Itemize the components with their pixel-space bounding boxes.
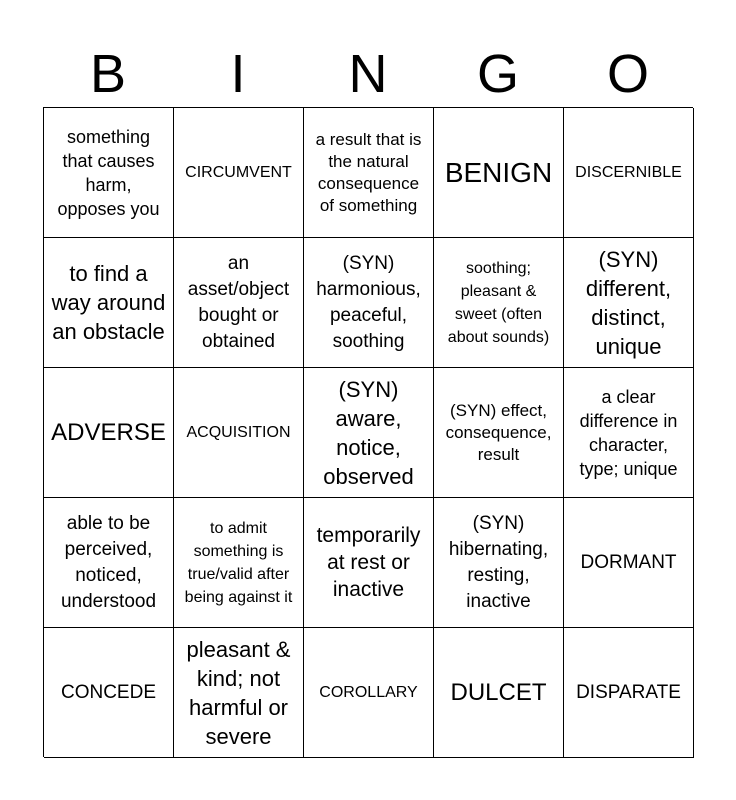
header-letter-i: I [230, 44, 246, 104]
header-letter-n: N [348, 44, 388, 104]
bingo-cell[interactable]: pleasant & kind; not harmful or severe [174, 628, 304, 758]
bingo-cell[interactable]: (SYN) effect, consequence, result [434, 368, 564, 498]
bingo-cell[interactable]: CONCEDE [44, 628, 174, 758]
header-letter-o: O [606, 44, 649, 104]
bingo-cell[interactable]: soothing; pleasant & sweet (often about sounds) [434, 238, 564, 368]
bingo-cell[interactable]: DISPARATE [564, 628, 694, 758]
bingo-cell[interactable]: ACQUISITION [174, 368, 304, 498]
header-letter-b: B [89, 44, 127, 104]
bingo-cell[interactable]: an asset/object bought or obtained [174, 238, 304, 368]
bingo-cell[interactable]: DISCERNIBLE [564, 108, 694, 238]
bingo-cell[interactable]: to admit something is true/valid after being against it [174, 498, 304, 628]
header-letter-g: G [476, 44, 519, 104]
bingo-grid [43, 107, 693, 757]
bingo-cell[interactable]: COROLLARY [304, 628, 434, 758]
bingo-cell[interactable]: BENIGN [434, 108, 564, 238]
bingo-cell[interactable]: CIRCUMVENT [174, 108, 304, 238]
bingo-cell[interactable]: (SYN) hibernating, resting, inactive [434, 498, 564, 628]
bingo-cell[interactable]: (SYN) aware, notice, observed [304, 368, 434, 498]
bingo-cell[interactable]: ADVERSE [44, 368, 174, 498]
bingo-cell[interactable]: something that causes harm, opposes you [44, 108, 174, 238]
bingo-cell[interactable]: able to be perceived, noticed, understood [44, 498, 174, 628]
bingo-cell[interactable]: (SYN) different, distinct, unique [564, 238, 694, 368]
bingo-cell[interactable]: DULCET [434, 628, 564, 758]
bingo-cell[interactable]: DORMANT [564, 498, 694, 628]
bingo-cell[interactable]: a clear difference in character, type; unique [564, 368, 694, 498]
bingo-cell[interactable]: temporarily at rest or inactive [304, 498, 434, 628]
bingo-cell[interactable]: to find a way around an obstacle [44, 238, 174, 368]
bingo-cell[interactable]: a result that is the natural consequence of something [304, 108, 434, 238]
bingo-cell[interactable]: (SYN) harmonious, peaceful, soothing [304, 238, 434, 368]
bingo-header [43, 44, 693, 104]
